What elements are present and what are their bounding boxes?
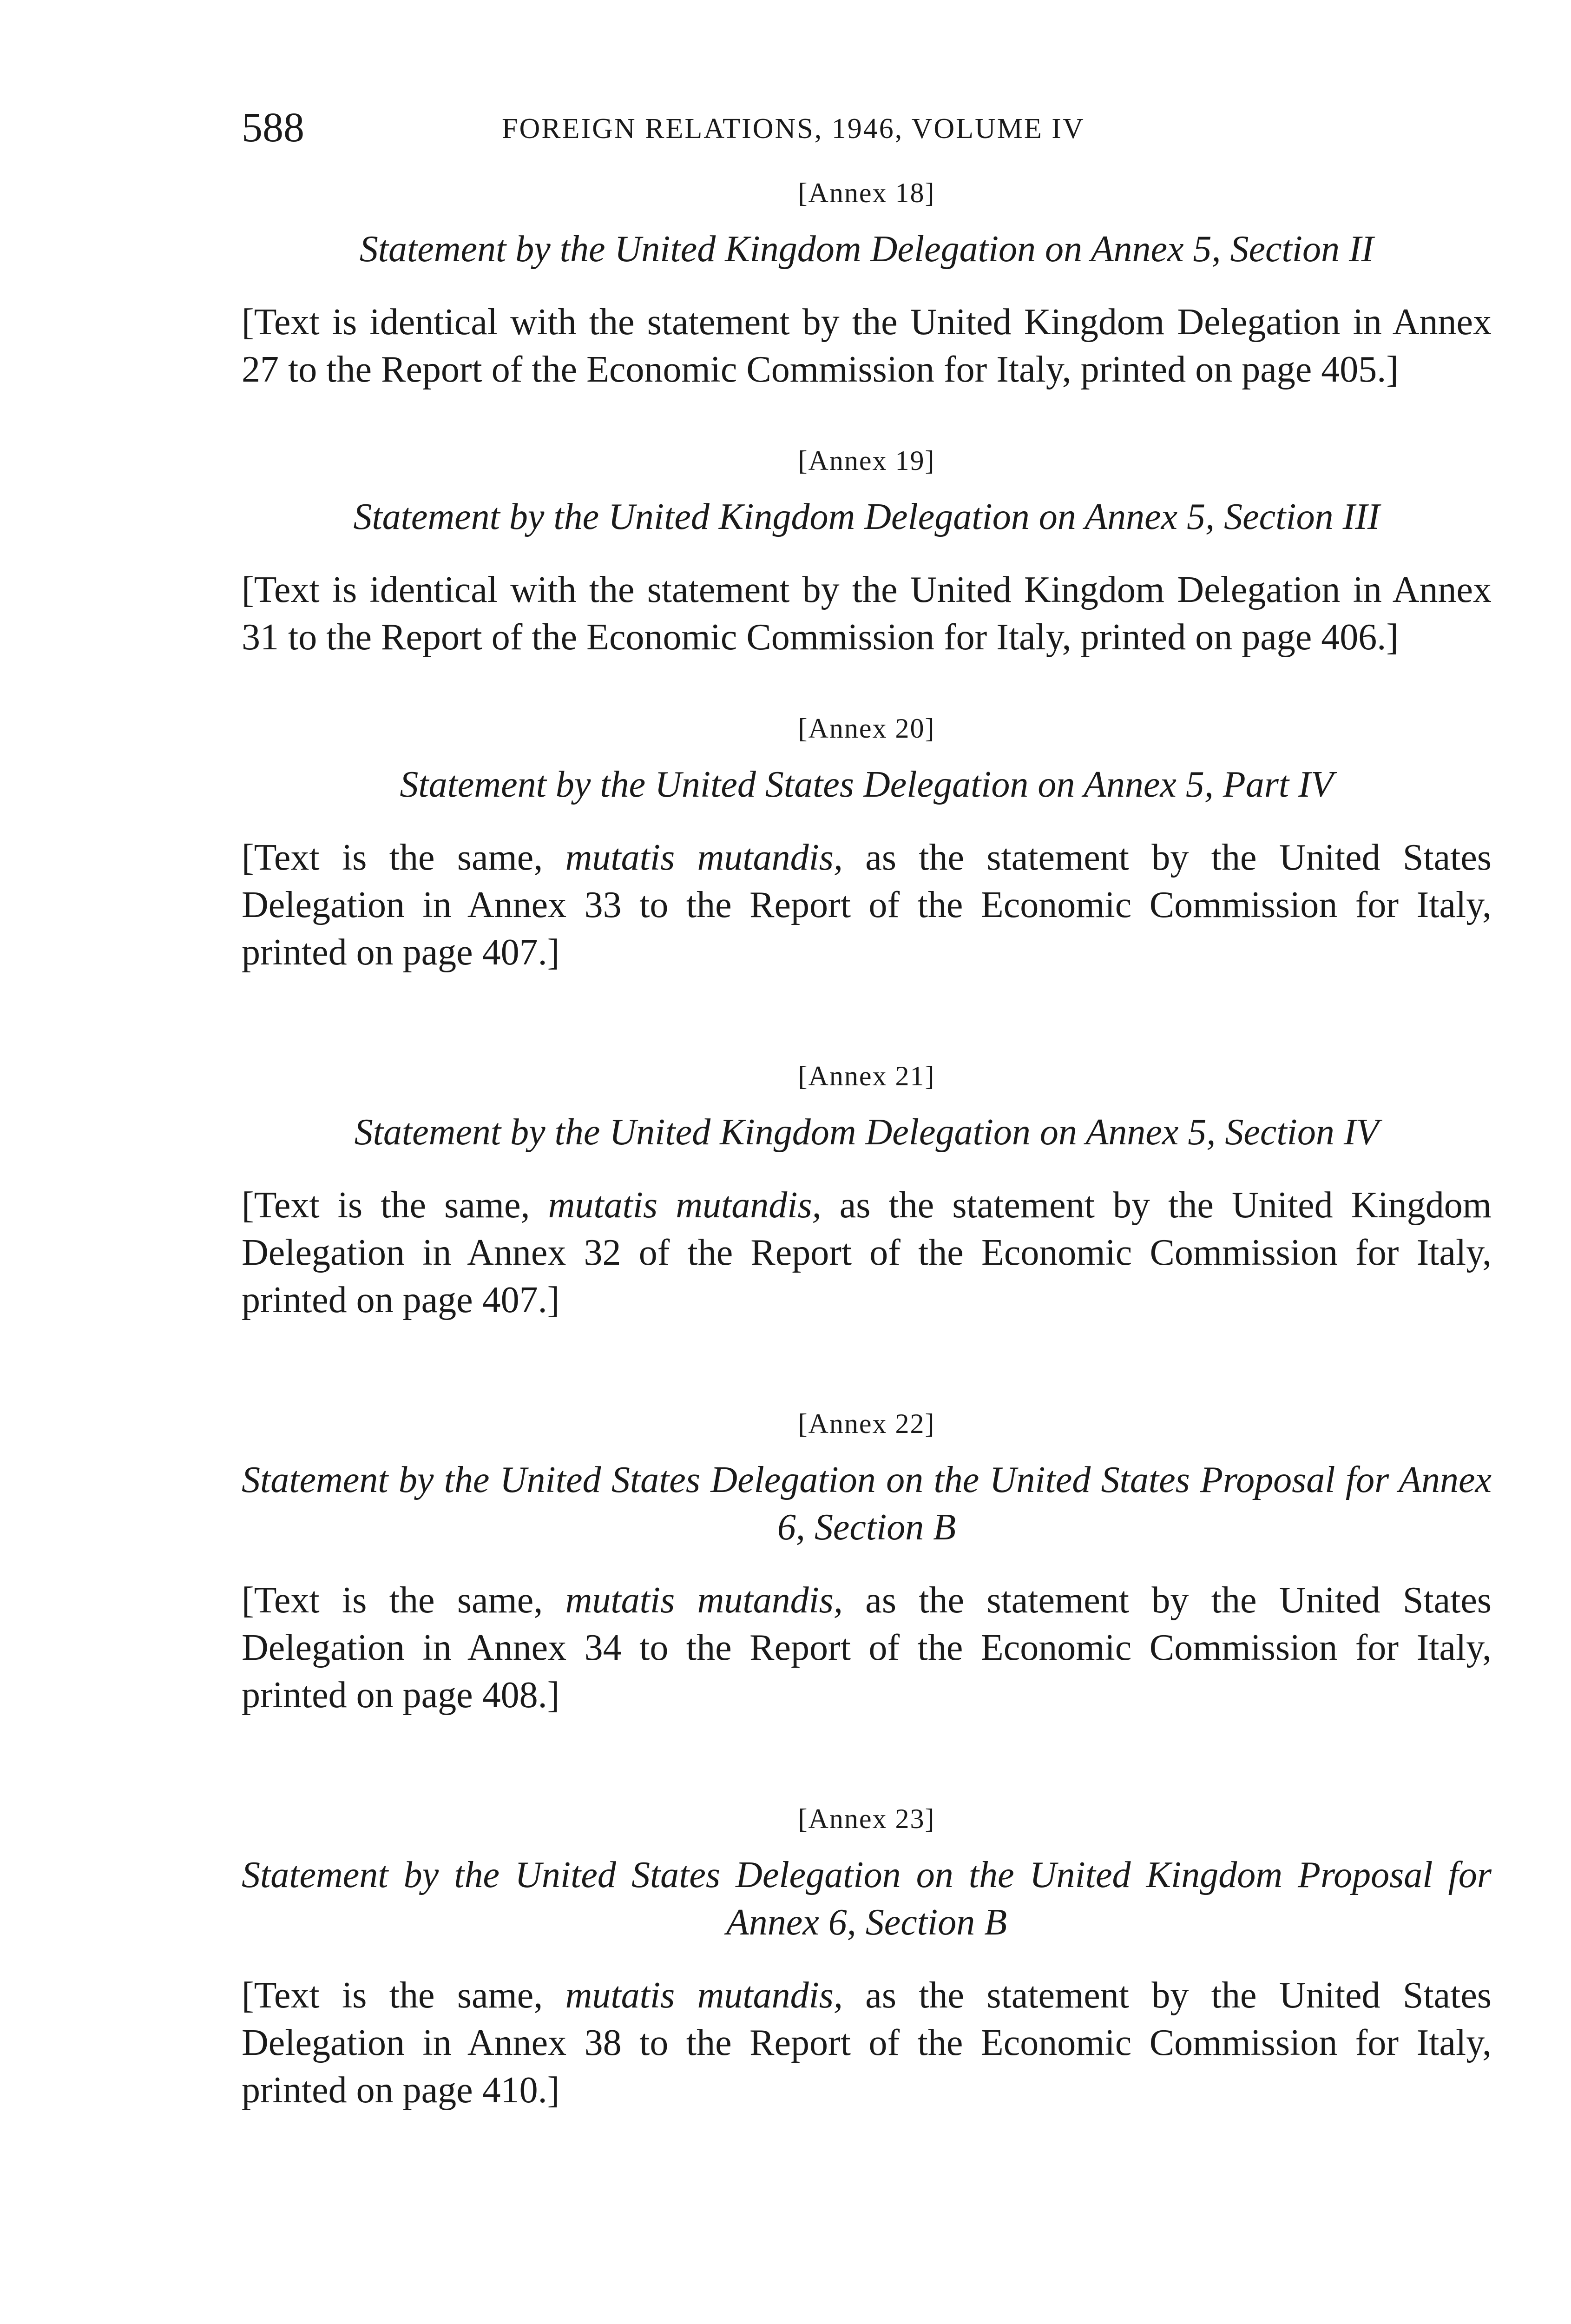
page-number: 588 bbox=[242, 105, 304, 151]
annex-body-italic: mutatis mutandis, bbox=[565, 1975, 843, 2016]
annex-label: [Annex 19] bbox=[798, 445, 935, 476]
annex-title: Statement by the United Kingdom Delegation on Annex 5, Section IV bbox=[354, 1112, 1379, 1153]
annex-title: Statement by the United States Delegation on the United States Proposal for Annex 6, Section B bbox=[242, 1459, 1492, 1548]
section-spacer bbox=[242, 661, 1492, 705]
annex-body-text: as the statement by the United States Delegation in Annex 38 to the Report of the Economic Commission for Italy, printed on page 410.] bbox=[242, 1975, 1492, 2111]
annex-title: Statement by the United States Delegation on Annex 5, Part IV bbox=[400, 764, 1334, 805]
annex-title: Statement by the United Kingdom Delegation on Annex 5, Section II bbox=[359, 229, 1374, 270]
annex-22 bbox=[242, 1400, 1492, 1719]
annex-label: [Annex 20] bbox=[798, 713, 935, 744]
annex-label: [Annex 22] bbox=[798, 1408, 935, 1439]
annex-18 bbox=[242, 170, 1492, 393]
page-content bbox=[242, 170, 1492, 2114]
running-title: FOREIGN RELATIONS, 1946, VOLUME IV bbox=[502, 113, 1085, 145]
annex-label: [Annex 21] bbox=[798, 1061, 935, 1091]
annex-title: Statement by the United Kingdom Delegation on Annex 5, Section III bbox=[353, 496, 1380, 537]
annex-body-text: as the statement by the United States Delegation in Annex 33 to the Report of the Economic Commission for Italy, printed on page 407.] bbox=[242, 837, 1492, 973]
annex-body bbox=[242, 1182, 1492, 1324]
annex-body: [Text is identical with the statement by the United Kingdom Delegation in Annex 31 to the Report of the Economic Commission for Italy, printed on page 406.] bbox=[242, 569, 1492, 658]
annex-body bbox=[242, 1972, 1492, 2114]
annex-body bbox=[242, 1577, 1492, 1719]
annex-label: [Annex 18] bbox=[798, 178, 935, 208]
annex-body-text: as the statement by the United Kingdom Delegation in Annex 32 of the Report of the Economic Commission for Italy, printed on page 407.] bbox=[242, 1185, 1492, 1320]
annex-body-text: [Text is the same, bbox=[242, 1185, 548, 1226]
annex-body-italic: mutatis mutandis, bbox=[565, 837, 843, 878]
annex-title: Statement by the United States Delegation on the United Kingdom Proposal for Annex 6, Section B bbox=[242, 1855, 1492, 1943]
annex-body-text: [Text is the same, bbox=[242, 837, 565, 878]
annex-body-text: as the statement by the United States Delegation in Annex 34 to the Report of the Economic Commission for Italy, printed on page 408.] bbox=[242, 1580, 1492, 1716]
running-head bbox=[242, 100, 1496, 156]
annex-body-text: [Text is the same, bbox=[242, 1975, 565, 2016]
annex-23 bbox=[242, 1796, 1492, 2114]
annex-body bbox=[242, 834, 1492, 976]
annex-21 bbox=[242, 1053, 1492, 1324]
annex-body-italic: mutatis mutandis, bbox=[565, 1580, 843, 1621]
section-spacer bbox=[242, 1719, 1492, 1796]
annex-20 bbox=[242, 705, 1492, 976]
annex-body: [Text is identical with the statement by the United Kingdom Delegation in Annex 27 to the Report of the Economic Commission for Italy, printed on page 405.] bbox=[242, 302, 1492, 390]
annex-label: [Annex 23] bbox=[798, 1803, 935, 1834]
section-spacer bbox=[242, 393, 1492, 437]
annex-body-italic: mutatis mutandis, bbox=[548, 1185, 822, 1226]
annex-body-text: [Text is the same, bbox=[242, 1580, 565, 1621]
annex-19 bbox=[242, 437, 1492, 661]
section-spacer bbox=[242, 976, 1492, 1053]
section-spacer bbox=[242, 1324, 1492, 1400]
